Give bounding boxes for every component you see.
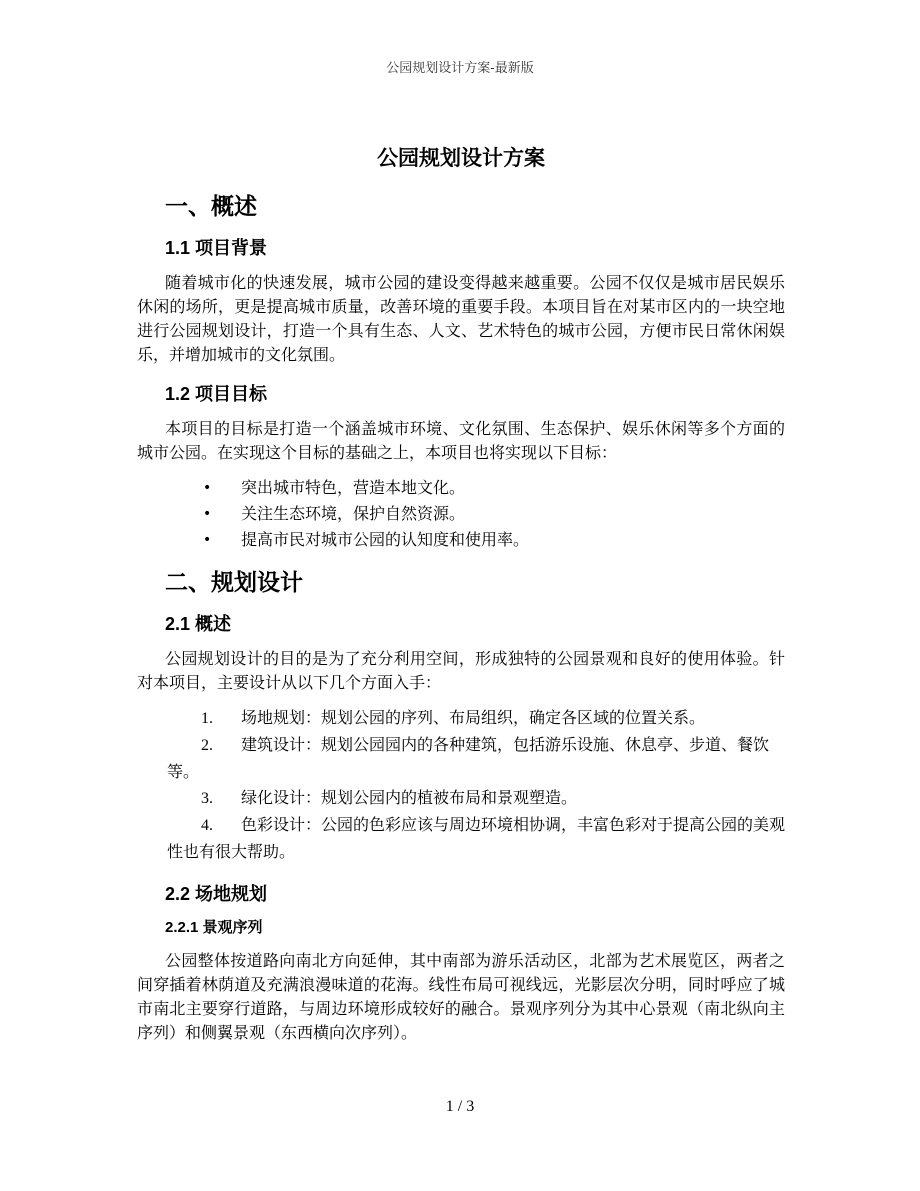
item-number: 1. bbox=[201, 710, 213, 727]
item-number: 4. bbox=[201, 817, 213, 834]
bullet-icon: • bbox=[203, 480, 212, 496]
numbered-item bbox=[137, 732, 785, 785]
item-text: 场地规划：规划公园的序列、布局组织，确定各区域的位置关系。 bbox=[241, 708, 706, 727]
numbered-item bbox=[137, 785, 785, 812]
section-1-2-paragraph: 本项目的目标是打造一个涵盖城市环境、文化氛围、生态保护、娱乐休闲等多个方面的城市公园。在实现这个目标的基础之上，本项目也将实现以下目标： bbox=[137, 419, 785, 462]
bullet-item bbox=[137, 475, 785, 501]
item-number: 3. bbox=[201, 790, 213, 807]
bullet-item bbox=[137, 501, 785, 527]
bullet-text: 突出城市特色，营造本地文化。 bbox=[241, 478, 466, 497]
document-title: 公园规划设计方案 bbox=[377, 145, 545, 170]
section-2-1-heading: 2.1 概述 bbox=[165, 614, 232, 634]
section-1-heading: 一、概述 bbox=[165, 193, 257, 220]
numbered-item bbox=[137, 705, 785, 732]
bullet-item bbox=[137, 527, 785, 553]
item-text: 色彩设计：公园的色彩应该与周边环境相协调，丰富色彩对于提高公园的美观性也有很大帮助。 bbox=[167, 815, 786, 861]
section-2-heading: 二、规划设计 bbox=[165, 569, 303, 596]
design-aspects-list bbox=[137, 705, 785, 865]
page-number: 1 / 3 bbox=[445, 1098, 475, 1115]
section-2-1-paragraph: 公园规划设计的目的是为了充分利用空间，形成独特的公园景观和良好的使用体验。针对本项目，主要设计从以下几个方面入手： bbox=[137, 649, 785, 692]
section-1-2-heading: 1.2 项目目标 bbox=[165, 384, 268, 404]
item-text: 建筑设计：规划公园园内的各种建筑，包括游乐设施、休息亭、步道、餐饮等。 bbox=[167, 735, 770, 781]
section-2-2-1-paragraph: 公园整体按道路向南北方向延伸，其中南部为游乐活动区，北部为艺术展览区，两者之间穿插着林荫道及充满浪漫味道的花海。线性布局可视线远，光影层次分明，同时呼应了城市南北主要穿行道路，与周边环境形成较好的融合。景观序列分为其中心景观（南北纵向主序列）和侧翼景观（东西横向次序列）。 bbox=[137, 951, 785, 1042]
item-number: 2. bbox=[201, 737, 213, 754]
section-2-2-heading: 2.2 场地规划 bbox=[165, 884, 268, 904]
numbered-item bbox=[137, 812, 785, 865]
item-text: 绿化设计：规划公园内的植被布局和景观塑造。 bbox=[241, 788, 578, 807]
bullet-icon: • bbox=[203, 506, 212, 522]
section-1-1-heading: 1.1 项目背景 bbox=[165, 238, 268, 258]
bullet-icon: • bbox=[203, 532, 212, 548]
section-1-1-paragraph: 随着城市化的快速发展，城市公园的建设变得越来越重要。公园不仅仅是城市居民娱乐休闲的场所，更是提高城市质量，改善环境的重要手段。本项目旨在对某市区内的一块空地进行公园规划设计，打造一个具有生态、人文、艺术特色的城市公园，方便市民日常休闲娱乐，并增加城市的文化氛围。 bbox=[137, 273, 785, 364]
section-2-2-1-heading: 2.2.1 景观序列 bbox=[165, 919, 263, 936]
bullet-text: 关注生态环境，保护自然资源。 bbox=[241, 504, 466, 523]
bullet-text: 提高市民对城市公园的认知度和使用率。 bbox=[241, 530, 530, 549]
goal-bullet-list bbox=[137, 475, 785, 553]
document-body bbox=[137, 143, 785, 1059]
page-header: 公园规划设计方案-最新版 bbox=[386, 61, 534, 76]
